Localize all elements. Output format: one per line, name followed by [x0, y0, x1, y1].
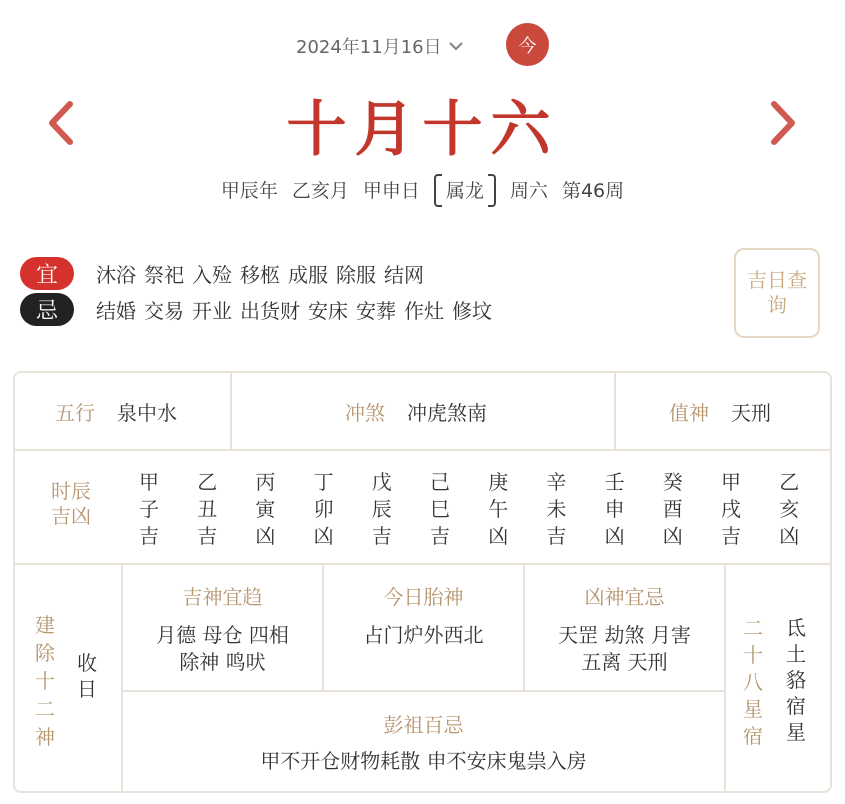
jianchu-label: 建除十二神 — [35, 613, 55, 749]
zhishen-cell — [669, 373, 771, 449]
shichen-zhi: 未 — [546, 497, 567, 521]
yi-item: 移柩 — [240, 263, 280, 287]
chevron-down-icon — [448, 40, 464, 52]
today-button[interactable]: 今 — [506, 23, 549, 66]
chongsha-label: 冲煞 — [345, 400, 385, 425]
yi-item: 除服 — [336, 263, 376, 287]
shichen-gan: 辛 — [546, 470, 567, 494]
ji-item: 结婚 — [96, 299, 136, 323]
jishen-title: 吉神宜趋 — [182, 585, 263, 609]
year-ganzhi: 甲辰年 — [220, 180, 278, 202]
taishen-title: 今日胎神 — [383, 585, 464, 609]
shichen-item — [774, 469, 804, 550]
yi-item: 结网 — [384, 263, 424, 287]
divider — [614, 373, 616, 449]
shichen-gan: 庚 — [488, 470, 509, 494]
shichen-zhi: 子 — [139, 497, 159, 521]
zodiac-badge: 属龙 — [434, 176, 496, 203]
shichen-luck: 吉 — [721, 524, 741, 548]
chongsha-cell — [345, 373, 487, 449]
month-ganzhi: 乙亥月 — [291, 180, 349, 202]
shichen-luck: 凶 — [779, 524, 800, 548]
shichen-luck: 吉 — [546, 524, 567, 548]
yi-item: 祭祀 — [144, 263, 184, 287]
divider — [122, 690, 725, 692]
ji-item: 修坟 — [452, 299, 492, 323]
shichen-item — [134, 469, 164, 550]
yi-item: 入殓 — [192, 263, 232, 287]
zhishen-value: 天刑 — [731, 400, 771, 425]
shichen-zhi: 申 — [604, 497, 625, 521]
shichen-item — [250, 469, 280, 550]
shichen-zhi: 寅 — [255, 497, 276, 521]
shichen-gan: 癸 — [662, 470, 683, 494]
shichen-luck: 凶 — [604, 524, 625, 548]
shichen-zhi: 丑 — [197, 497, 218, 521]
ji-row — [20, 293, 492, 326]
lucky-day-query-button[interactable]: 吉日查询 — [734, 248, 820, 338]
divider — [230, 373, 232, 449]
shichen-item — [483, 469, 513, 550]
weekday: 周六 — [509, 180, 548, 202]
ji-item: 安床 — [308, 299, 348, 323]
ji-badge: 忌 — [20, 293, 74, 326]
taishen-value: 占门炉外西北 — [363, 623, 484, 647]
date-text: 2024年11月16日 — [296, 37, 442, 58]
yi-badge: 宜 — [20, 257, 74, 290]
zhishen-label: 值神 — [669, 400, 709, 425]
ganzhi-line — [0, 176, 845, 203]
week-number: 第46周 — [561, 180, 625, 202]
shichen-gan: 甲 — [721, 470, 741, 494]
shichen-zhi: 卯 — [313, 497, 334, 521]
pengzu-value: 甲不开仓财物耗散 申不安床鬼祟入房 — [260, 749, 587, 773]
xingxiu-value: 氐土貉宿星 — [786, 616, 806, 744]
ji-items — [96, 295, 492, 324]
shichen-luck: 凶 — [255, 524, 276, 548]
xiongshen-line: 天罡 劫煞 月害 — [558, 623, 691, 647]
shichen-zhi: 午 — [488, 497, 509, 521]
shichen-luck: 凶 — [313, 524, 334, 548]
shichen-gan: 戊 — [371, 470, 392, 494]
shichen-gan: 乙 — [197, 470, 218, 494]
shichen-zhi: 戌 — [721, 497, 741, 521]
shichen-luck: 吉 — [197, 524, 218, 548]
pengzu-title: 彭祖百忌 — [383, 713, 464, 737]
ji-item: 安葬 — [356, 299, 396, 323]
xingxiu-label: 二十八星宿 — [743, 616, 763, 748]
shichen-item — [658, 469, 688, 550]
next-day-button[interactable] — [762, 98, 802, 148]
yi-item: 成服 — [288, 263, 328, 287]
ji-item: 交易 — [144, 299, 184, 323]
shichen-luck: 吉 — [139, 524, 159, 548]
date-selector[interactable] — [296, 33, 464, 59]
shichen-gan: 壬 — [604, 470, 625, 494]
xiongshen-line: 五离 天刑 — [581, 650, 668, 674]
shichen-item — [600, 469, 630, 550]
day-ganzhi: 甲申日 — [362, 180, 420, 202]
shichen-gan: 己 — [430, 470, 450, 494]
shichen-item — [425, 469, 455, 550]
yi-items — [96, 259, 424, 288]
wuxing-cell — [55, 373, 177, 449]
shichen-luck: 凶 — [488, 524, 509, 548]
almanac-table — [13, 371, 832, 793]
shichen-item — [192, 469, 222, 550]
jianchu-value: 收日 — [77, 651, 97, 701]
shichen-item — [716, 469, 746, 550]
jishen-body — [123, 622, 322, 676]
xiongshen-body — [525, 622, 724, 676]
shichen-zhi: 亥 — [779, 497, 800, 521]
ji-item: 开业 — [192, 299, 232, 323]
shichen-item — [309, 469, 339, 550]
shichen-zhi: 辰 — [371, 497, 392, 521]
ji-item: 出货财 — [240, 299, 300, 323]
ji-item: 作灶 — [404, 299, 444, 323]
chongsha-value: 冲虎煞南 — [407, 400, 487, 425]
shichen-item — [541, 469, 571, 550]
shichen-gan: 乙 — [779, 470, 800, 494]
yi-item: 沐浴 — [96, 263, 136, 287]
jishen-line: 除神 鸣吠 — [179, 650, 266, 674]
shichen-item — [367, 469, 397, 550]
shichen-zhi: 酉 — [662, 497, 683, 521]
shichen-label: 时辰吉凶 — [51, 479, 91, 528]
next-arrow-icon — [762, 133, 802, 152]
shichen-luck: 凶 — [662, 524, 683, 548]
divider — [724, 563, 726, 791]
shichen-luck: 吉 — [430, 524, 450, 548]
shichen-gan: 丙 — [255, 470, 276, 494]
xiongshen-title: 凶神宜忌 — [584, 585, 665, 609]
wuxing-label: 五行 — [55, 400, 95, 425]
divider — [15, 449, 830, 451]
shichen-gan: 丁 — [313, 470, 334, 494]
jishen-line: 月德 母仓 四相 — [156, 623, 289, 647]
wuxing-value: 泉中水 — [117, 400, 177, 425]
lunar-date-title: 十月十六 — [286, 95, 559, 165]
yi-row — [20, 257, 424, 290]
shichen-luck: 吉 — [371, 524, 392, 548]
shichen-zhi: 巳 — [430, 497, 450, 521]
divider — [15, 563, 830, 565]
shichen-gan: 甲 — [139, 470, 159, 494]
